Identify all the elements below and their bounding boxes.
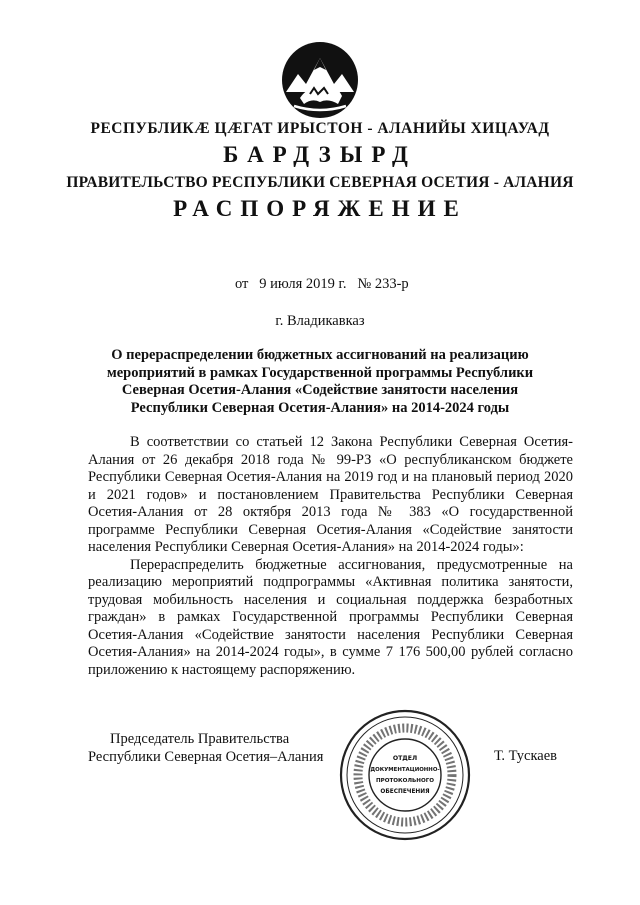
- signatory-name: Т. Тускаев: [494, 748, 558, 764]
- document-date-line: [235, 276, 409, 293]
- coat-of-arms-icon: [280, 40, 360, 120]
- stamp-text-line: ОТДЕЛ: [392, 755, 418, 762]
- header-doc-type: РАСПОРЯЖЕНИЕ: [173, 196, 467, 221]
- subject-line: мероприятий в рамках Государственной программы Республики: [106, 364, 534, 381]
- signatory-title-line-2: Республики Северная Осетия–Алания: [88, 748, 324, 765]
- header-ossetian-doc-type: БАРДЗЫРД: [223, 142, 417, 167]
- signatory-title-line-1: Председатель Правительства: [110, 731, 290, 747]
- stamp-text-line: ДОКУМЕНТАЦИОННО-: [370, 767, 440, 773]
- subject-line: Республики Северная Осетия-Алания» на 2014-2024 годы: [130, 399, 510, 416]
- document-date: 9 июля 2019 г.: [259, 276, 347, 292]
- document-body: [88, 434, 573, 679]
- subject-line: Северная Осетия-Алания «Содействие занятости населения: [121, 382, 519, 398]
- document-subject: [100, 347, 540, 417]
- date-prefix: от: [235, 276, 249, 292]
- stamp-text-line: ПРОТОКОЛЬНОГО: [375, 778, 435, 784]
- subject-line: О перераспределении бюджетных ассигнований на реализацию: [111, 347, 529, 363]
- header-ossetian-name: РЕСПУБЛИКӔ ЦӔГАТ ИРЫСТОН - АЛАНИЙЫ ХИЦАУАД: [90, 120, 550, 137]
- official-seal-icon: [338, 708, 472, 842]
- body-paragraph-2: Перераспределить бюджетные ассигнования, предусмотренные на реализацию мероприятий подпрограммы «Активная политика занятости, трудовая мобильность населения и социальная поддержка безработных граждан» в рамках Государственной программы Республики Северная Осетия-Алания «Содействие занятости населения Республики Северная Осетия-Алания» на 2014-2024 годы», в сумме 7 176 500,00 рублей согласно приложению к настоящему распоряжению.: [88, 556, 573, 678]
- body-paragraph-1: В соответствии со статьей 12 Закона Республики Северная Осетия-Алания от 26 декабря 2018 года № 99-РЗ «О республиканском бюджете Республики Северная Осетия-Алания на 2019 год и на плановый период 2020 и 2021 годов» и постановлением Правительства Республики Северная Осетия-Алания от 28 октября 2013 года № 383 «О государственной программе Республики Северная Осетия-Алания «Содействие занятости населения Республики Северная Осетия-Алания» на 2014-2024 годы»:: [88, 434, 573, 555]
- stamp-text-line: ОБЕСПЕЧЕНИЯ: [380, 789, 430, 795]
- number-prefix: №: [357, 276, 372, 292]
- document-number: 233-р: [374, 276, 409, 292]
- document-city: г. Владикавказ: [275, 313, 365, 329]
- header-government-name: ПРАВИТЕЛЬСТВО РЕСПУБЛИКИ СЕВЕРНАЯ ОСЕТИЯ - АЛАНИЯ: [66, 174, 574, 191]
- signatory-title: [88, 731, 323, 766]
